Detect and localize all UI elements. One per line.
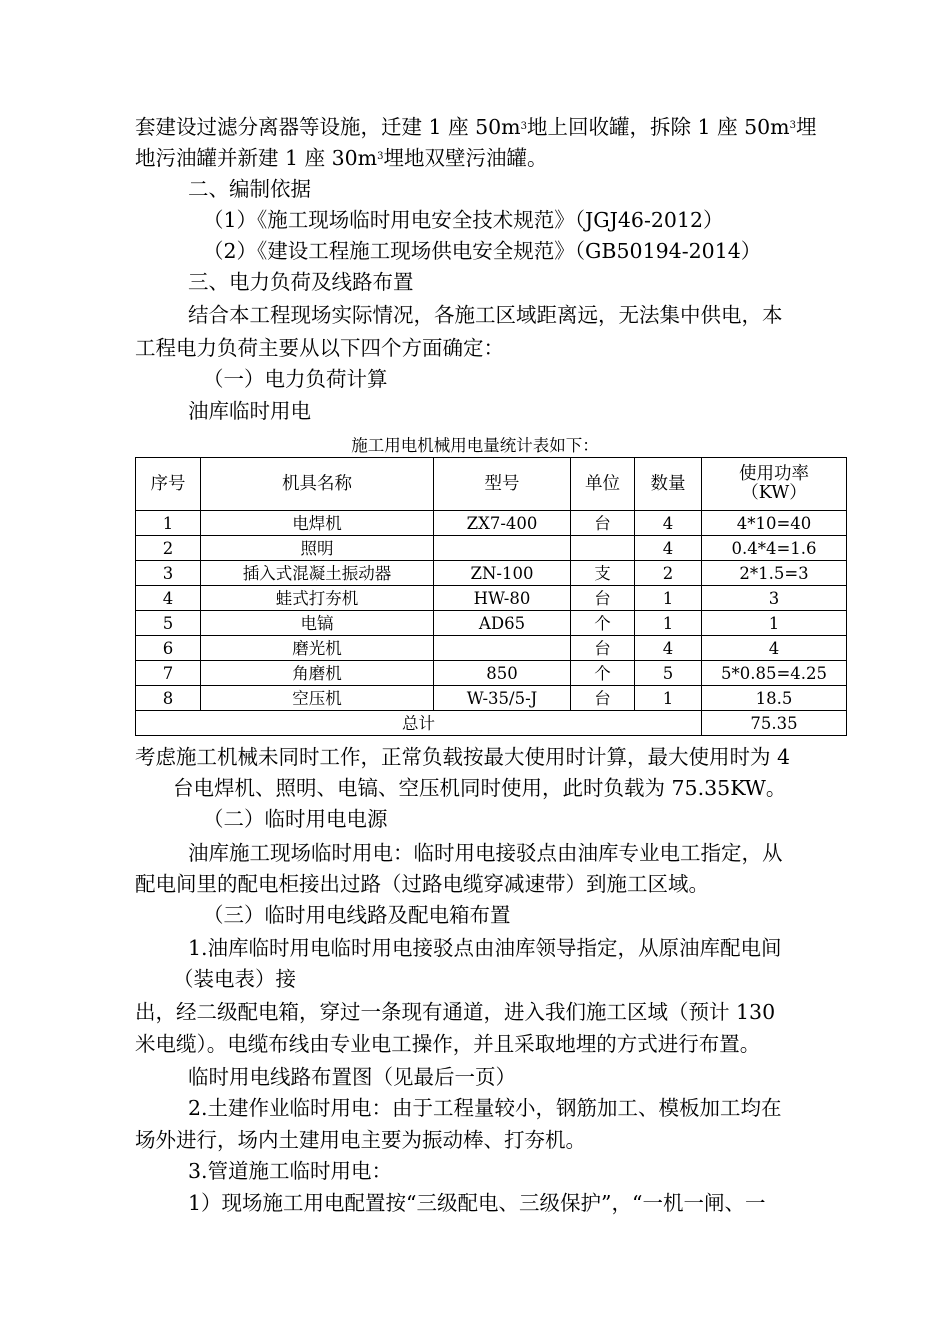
text-segment: 埋地双壁污油罐。 (383, 146, 548, 170)
header-line: 使用功率 (739, 464, 809, 484)
table-cell: 个 (571, 661, 635, 686)
table-cell: 个 (571, 611, 635, 636)
table-cell: 4 (635, 536, 702, 561)
table-cell: 5 (136, 611, 201, 636)
subsection-heading: （三）临时用电线路及配电箱布置 (203, 903, 511, 927)
paragraph-line: （装电表）接 (173, 967, 296, 991)
table-cell: 7 (136, 661, 201, 686)
paragraph-line: 油库施工现场临时用电：临时用电接驳点由油库专业电工指定，从 (188, 841, 783, 865)
paragraph-line (135, 144, 548, 172)
text-segment: 地上回收罐，拆除 1 座 50m (527, 115, 790, 139)
paragraph-line: 结合本工程现场实际情况，各施工区域距离远，无法集中供电，本 (188, 303, 783, 327)
table-header-row (136, 458, 847, 511)
table-cell: HW-80 (434, 586, 571, 611)
table-cell: 空压机 (201, 686, 434, 711)
header-cell: 机具名称 (201, 458, 434, 511)
subscript: 3 (520, 121, 527, 132)
table-cell (434, 536, 571, 561)
header-cell: 数量 (635, 458, 702, 511)
equipment-power-table (135, 457, 847, 736)
paragraph-line: 临时用电线路布置图（见最后一页） (188, 1065, 516, 1089)
table-cell: 2*1.5=3 (702, 561, 847, 586)
table-cell: ZN-100 (434, 561, 571, 586)
subsection-heading: （一）电力负荷计算 (203, 367, 388, 391)
table-cell: 1 (702, 611, 847, 636)
subsection-heading: （二）临时用电电源 (203, 807, 388, 831)
header-cell: 单位 (571, 458, 635, 511)
table-cell: 1 (136, 511, 201, 536)
paragraph-line: 2.土建作业临时用电：由于工程量较小，钢筋加工、模板加工均在 (188, 1096, 782, 1120)
paragraph-line: 台电焊机、照明、电镐、空压机同时使用，此时负载为 75.35KW。 (173, 776, 787, 800)
table-cell: AD65 (434, 611, 571, 636)
table-cell: 电焊机 (201, 511, 434, 536)
total-value-cell: 75.35 (702, 711, 847, 736)
table-cell: 3 (702, 586, 847, 611)
paragraph-line: 油库临时用电 (188, 399, 311, 423)
table-cell: W-35/5-J (434, 686, 571, 711)
table-cell: 4 (635, 636, 702, 661)
table-row (136, 636, 847, 661)
table-row (136, 536, 847, 561)
table-cell (434, 636, 571, 661)
table-cell: 1 (635, 686, 702, 711)
table-cell: 磨光机 (201, 636, 434, 661)
table-cell: ZX7-400 (434, 511, 571, 536)
section-heading: 二、编制依据 (188, 177, 311, 201)
paragraph-line: 米电缆）。电缆布线由专业电工操作，并且采取地埋的方式进行布置。 (135, 1032, 761, 1056)
paragraph-line: 工程电力负荷主要从以下四个方面确定： (135, 336, 504, 360)
table-cell: 1 (635, 586, 702, 611)
reference-item: （1）《施工现场临时用电安全技术规范》（JGJ46-2012） (203, 208, 724, 232)
paragraph-line: 考虑施工机械未同时工作，正常负载按最大使用时计算，最大使用时为 4 (135, 745, 791, 769)
table-total-row (136, 711, 847, 736)
table-cell: 8 (136, 686, 201, 711)
header-cell: 序号 (136, 458, 201, 511)
table-cell: 角磨机 (201, 661, 434, 686)
table-cell: 4 (136, 586, 201, 611)
table-cell: 6 (136, 636, 201, 661)
table-cell: 3 (136, 561, 201, 586)
table-cell: 照明 (201, 536, 434, 561)
header-cell: 型号 (434, 458, 571, 511)
paragraph-line: 1）现场施工用电配置按“三级配电、三级保护”，“一机一闸、一 (188, 1191, 766, 1215)
header-cell (702, 458, 847, 511)
table-row (136, 611, 847, 636)
table-cell: 台 (571, 636, 635, 661)
table-cell (571, 536, 635, 561)
table-cell: 支 (571, 561, 635, 586)
table-cell: 5*0.85=4.25 (702, 661, 847, 686)
table-cell: 台 (571, 686, 635, 711)
total-label-cell: 总计 (136, 711, 702, 736)
text-segment: 套建设过滤分离器等设施，迁建 1 座 50m (135, 115, 521, 139)
table-cell: 2 (136, 536, 201, 561)
table-cell: 台 (571, 586, 635, 611)
reference-item: （2）《建设工程施工现场供电安全规范》（GB50194-2014） (203, 239, 762, 263)
table-cell: 2 (635, 561, 702, 586)
table-caption: 施工用电机械用电量统计表如下： (351, 436, 599, 455)
table-cell: 4 (635, 511, 702, 536)
table-cell: 蛙式打夯机 (201, 586, 434, 611)
table-cell: 0.4*4=1.6 (702, 536, 847, 561)
header-unit: （KW） (741, 483, 807, 503)
table-cell: 电镐 (201, 611, 434, 636)
table-row (136, 586, 847, 611)
table-row (136, 561, 847, 586)
superscript: 3 (377, 151, 384, 162)
table-cell: 4*10=40 (702, 511, 847, 536)
paragraph-line: 1.油库临时用电临时用电接驳点由油库领导指定，从原油库配电间 (188, 936, 782, 960)
paragraph-line: 配电间里的配电柜接出过路（过路电缆穿减速带）到施工区域。 (135, 872, 709, 896)
table-cell: 4 (702, 636, 847, 661)
superscript: 3 (789, 120, 796, 131)
table-cell: 850 (434, 661, 571, 686)
text-segment: 地污油罐并新建 1 座 30m (135, 146, 378, 170)
paragraph-line (135, 113, 817, 141)
paragraph-line: 场外进行，场内土建用电主要为振动棒、打夯机。 (135, 1128, 586, 1152)
table-cell: 插入式混凝土振动器 (201, 561, 434, 586)
table-cell: 1 (635, 611, 702, 636)
paragraph-line: 出，经二级配电箱，穿过一条现有通道，进入我们施工区域（预计 130 (135, 1000, 776, 1024)
table-cell: 台 (571, 511, 635, 536)
paragraph-line: 3.管道施工临时用电： (188, 1159, 393, 1183)
table-row (136, 511, 847, 536)
table-row (136, 661, 847, 686)
table-row (136, 686, 847, 711)
section-heading: 三、电力负荷及线路布置 (188, 270, 414, 294)
text-segment: 埋 (796, 115, 817, 139)
table-cell: 18.5 (702, 686, 847, 711)
table-cell: 5 (635, 661, 702, 686)
